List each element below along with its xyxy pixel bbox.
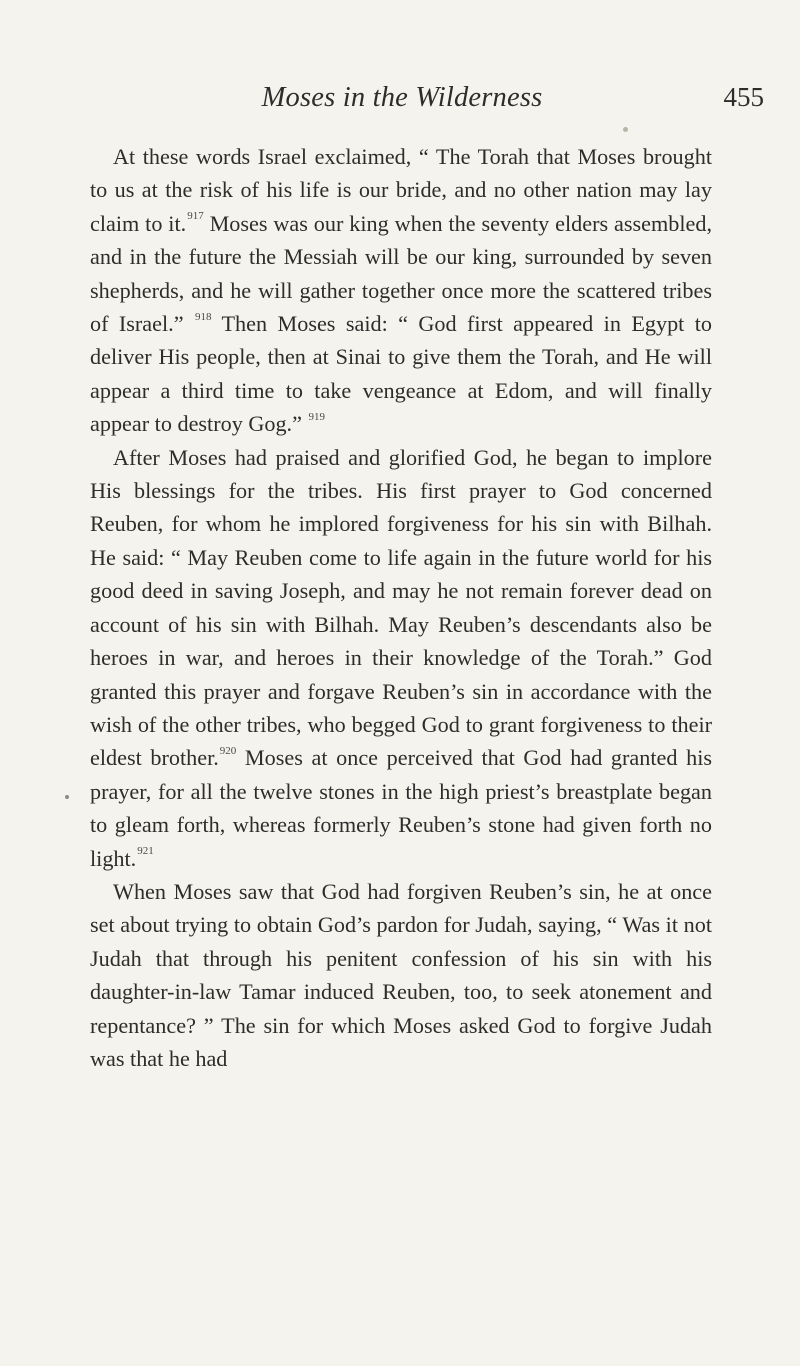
paragraph xyxy=(90,441,712,875)
footnote-reference: 920 xyxy=(219,744,237,757)
running-title: Moses in the Wilderness xyxy=(261,82,543,113)
body-text xyxy=(90,140,712,1075)
paragraph-text: At these words Israel exclaimed, “ The Torah that Moses brought to us at the risk of his life is our bride, and no other nation may lay claim to it. xyxy=(90,144,712,236)
footnote-reference: 917 xyxy=(187,210,204,223)
paragraph xyxy=(90,140,712,441)
footnote-reference: 921 xyxy=(137,845,154,858)
footnote-reference: 919 xyxy=(308,410,325,423)
paragraph-text: When Moses saw that God had forgiven Reuben’s sin, he at once set about trying to obtain God’s pardon for Judah, saying, “ Was it not Judah that through his penitent confession of his sin with his daughter-in-law Tamar induced Reuben, too, to seek atonement and repentance? ” The sin for which Moses asked God to forgive Judah was that he had xyxy=(90,878,712,1071)
print-speck xyxy=(65,795,69,799)
running-head xyxy=(90,82,766,122)
paragraph-text: After Moses had praised and glorified God, he began to implore His blessings for the tribes. His first prayer to God concerned Reuben, for whom he implored forgiveness for his sin with Bilhah. He said: “ May Reuben come to life again in the future world for his good deed in saving Joseph, and may he not remain forever dead on account of his sin with Bilhah. May Reuben’s descendants also be heroes in war, and heroes in their knowledge of the Torah.” God granted this prayer and forgave Reuben’s sin in accordance with the wish of the other tribes, who begged God to grant forgiveness to their eldest brother. xyxy=(90,444,712,771)
paragraph-text: Then Moses said: “ God first appeared in Egypt to deliver His people, then at Sinai to give them the Torah, and He will appear a third time to take vengeance at Edom, and will finally appear to destroy Gog.” xyxy=(90,311,712,437)
paragraph-text: Moses at once perceived that God had granted his prayer, for all the twelve stones in the high priest’s breastplate began to gleam forth, whereas formerly Reuben’s stone had given forth no light. xyxy=(90,745,712,871)
page-number: 455 xyxy=(723,82,764,112)
footnote-reference: 918 xyxy=(194,310,212,323)
paragraph-text: Moses was our king when the seventy elders assembled, and in the future the Messiah will be our king, surrounded by seven shepherds, and he will gather together once more the scattered tribes of Israel.” xyxy=(90,210,712,337)
paragraph xyxy=(90,875,712,1075)
print-speck xyxy=(623,127,628,132)
